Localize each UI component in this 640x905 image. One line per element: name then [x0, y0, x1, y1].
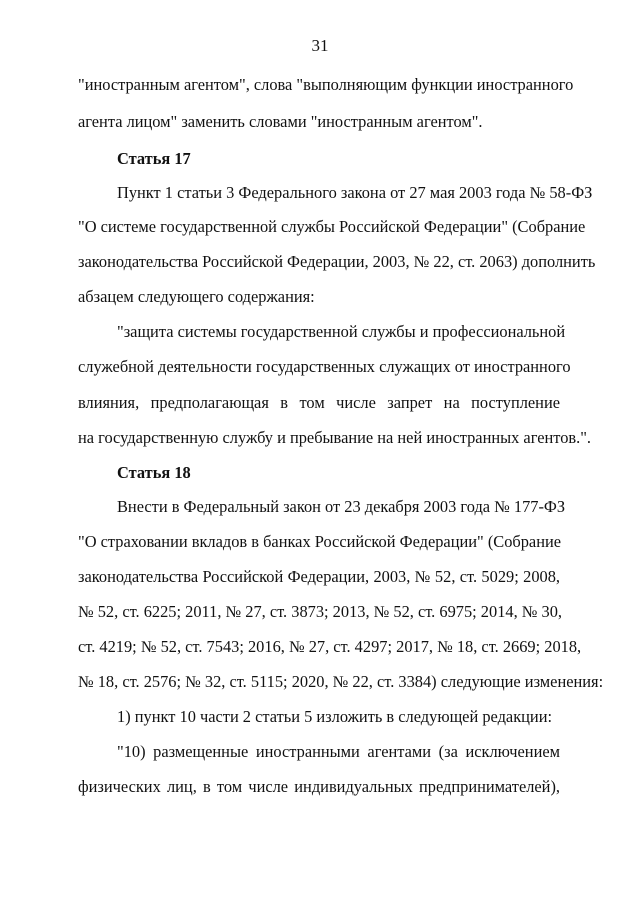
text-line: влияния, предполагающая в том числе запрет на поступление: [78, 393, 560, 412]
text-line: 1) пункт 10 части 2 статьи 5 изложить в следующей редакции:: [117, 707, 553, 726]
text-line: служебной деятельности государственных служащих от иностранного: [78, 357, 571, 376]
text-line: № 52, ст. 6225; 2011, № 27, ст. 3873; 2013, № 52, ст. 6975; 2014, № 30,: [78, 602, 563, 621]
text-line: Внести в Федеральный закон от 23 декабря 2003 года № 177-ФЗ: [117, 497, 566, 516]
text-line: Пункт 1 статьи 3 Федерального закона от 27 мая 2003 года № 58-ФЗ: [117, 183, 593, 202]
text-line: № 18, ст. 2576; № 32, ст. 5115; 2020, № 22, ст. 3384) следующие изменения:: [78, 672, 604, 691]
text-line: законодательства Российской Федерации, 2003, № 52, ст. 5029; 2008,: [78, 567, 560, 586]
article-17-heading: Статья 17: [117, 149, 191, 168]
text-line: физических лиц, в том числе индивидуальных предпринимателей),: [78, 777, 560, 796]
text-line: "О системе государственной службы Российской Федерации" (Собрание: [78, 217, 586, 236]
text-line: "10) размещенные иностранными агентами (за исключением: [117, 742, 560, 761]
text-line: "О страховании вкладов в банках Российской Федерации" (Собрание: [78, 532, 562, 551]
page-number: 31: [311, 36, 329, 55]
text-line: "иностранным агентом", слова "выполняющим функции иностранного: [78, 75, 574, 94]
text-line: агента лицом" заменить словами "иностранным агентом".: [78, 112, 483, 131]
text-line: на государственную службу и пребывание на ней иностранных агентов.".: [78, 428, 592, 447]
article-18-heading: Статья 18: [117, 463, 191, 482]
text-line: законодательства Российской Федерации, 2003, № 22, ст. 2063) дополнить: [78, 252, 596, 271]
text-line: абзацем следующего содержания:: [78, 287, 315, 306]
text-line: "защита системы государственной службы и профессиональной: [117, 322, 566, 341]
text-line: ст. 4219; № 52, ст. 7543; 2016, № 27, ст. 4297; 2017, № 18, ст. 2669; 2018,: [78, 637, 582, 656]
